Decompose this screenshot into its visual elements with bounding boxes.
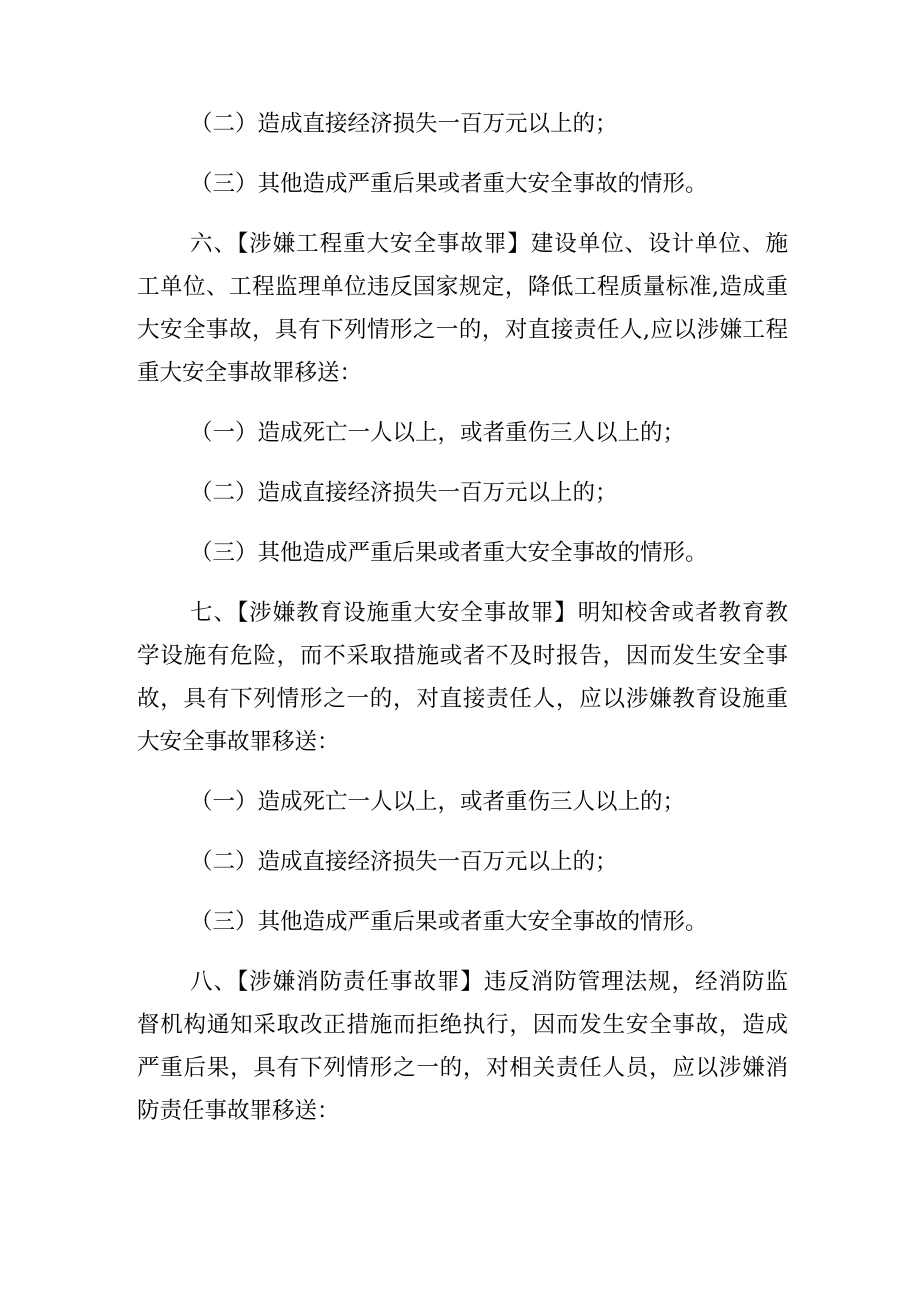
article-eight-paragraph (137, 961, 788, 1133)
paragraph-line: 六、【涉嫌工程重大安全事故罪】建设单位、设计单位、施 (190, 231, 788, 257)
document-body (137, 103, 788, 1150)
paragraph-line: （三）其他造成严重后果或者重大安全事故的情形。 (190, 909, 708, 935)
paragraph-line: 八、【涉嫌消防责任事故罪】违反消防管理法规，经消防监 (190, 969, 788, 995)
list-item-casualties (137, 412, 788, 455)
paragraph-line: 七、【涉嫌教育设施重大安全事故罪】明知校舍或者教育教 (190, 600, 788, 626)
list-item-economic-loss (137, 103, 788, 146)
paragraph-line: 重大安全事故罪移送： (137, 360, 363, 386)
paragraph-line: （二）造成直接经济损失一百万元以上的； (190, 480, 618, 506)
paragraph-line: （二）造成直接经济损失一百万元以上的； (190, 111, 618, 137)
paragraph-line: 督机构通知采取改正措施而拒绝执行，因而发生安全事故，造成 (137, 1012, 788, 1038)
list-item-economic-loss (137, 472, 788, 515)
paragraph-line: 大安全事故，具有下列情形之一的，对直接责任人,应以涉嫌工程 (137, 317, 788, 343)
list-item-other-consequences (137, 532, 788, 575)
paragraph-line: （一）造成死亡一人以上，或者重伤三人以上的； (190, 420, 686, 446)
list-item-casualties (137, 781, 788, 824)
paragraph-line: （二）造成直接经济损失一百万元以上的； (190, 849, 618, 875)
paragraph-line: 工单位、工程监理单位违反国家规定，降低工程质量标准,造成重 (137, 274, 788, 300)
paragraph-line: 大安全事故罪移送： (137, 729, 340, 755)
paragraph-line: 学设施有危险，而不采取措施或者不及时报告，因而发生安全事 (137, 643, 788, 669)
list-item-other-consequences (137, 901, 788, 944)
article-seven-paragraph (137, 592, 788, 764)
list-item-economic-loss (137, 841, 788, 884)
paragraph-line: 故，具有下列情形之一的，对直接责任人，应以涉嫌教育设施重 (137, 686, 788, 712)
paragraph-line: 严重后果，具有下列情形之一的，对相关责任人员，应以涉嫌消 (137, 1055, 788, 1081)
paragraph-line: 防责任事故罪移送： (137, 1098, 340, 1124)
paragraph-line: （一）造成死亡一人以上，或者重伤三人以上的； (190, 789, 686, 815)
article-six-paragraph (137, 223, 788, 395)
list-item-other-consequences (137, 163, 788, 206)
paragraph-line: （三）其他造成严重后果或者重大安全事故的情形。 (190, 540, 708, 566)
paragraph-line: （三）其他造成严重后果或者重大安全事故的情形。 (190, 171, 708, 197)
